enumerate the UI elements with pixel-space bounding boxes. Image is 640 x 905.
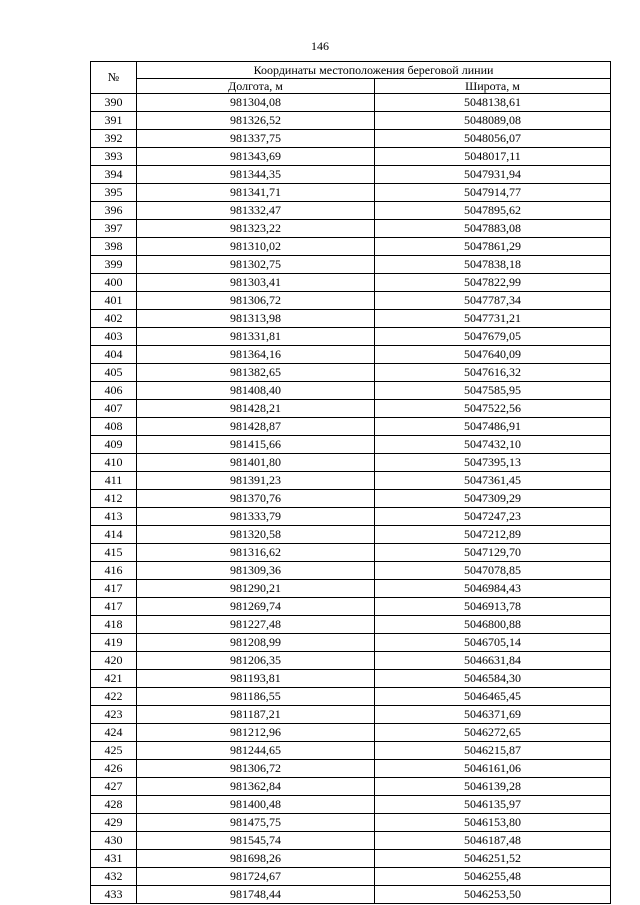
cell-number: 397 xyxy=(91,220,137,238)
table-row xyxy=(91,724,611,742)
cell-number: 413 xyxy=(91,508,137,526)
cell-longitude: 981341,71 xyxy=(137,184,375,202)
table-row xyxy=(91,148,611,166)
cell-number: 420 xyxy=(91,652,137,670)
table-row xyxy=(91,364,611,382)
cell-longitude: 981326,52 xyxy=(137,112,375,130)
table-row xyxy=(91,256,611,274)
table-row xyxy=(91,400,611,418)
cell-latitude: 5046215,87 xyxy=(375,742,611,760)
cell-longitude: 981212,96 xyxy=(137,724,375,742)
cell-latitude: 5047895,62 xyxy=(375,202,611,220)
table-row xyxy=(91,544,611,562)
cell-number: 422 xyxy=(91,688,137,706)
cell-longitude: 981306,72 xyxy=(137,760,375,778)
cell-latitude: 5047212,89 xyxy=(375,526,611,544)
cell-longitude: 981331,81 xyxy=(137,328,375,346)
cell-longitude: 981310,02 xyxy=(137,238,375,256)
table-body xyxy=(91,94,611,904)
table-row xyxy=(91,328,611,346)
cell-number: 393 xyxy=(91,148,137,166)
cell-number: 424 xyxy=(91,724,137,742)
cell-latitude: 5047883,08 xyxy=(375,220,611,238)
cell-longitude: 981206,35 xyxy=(137,652,375,670)
cell-number: 429 xyxy=(91,814,137,832)
table-row xyxy=(91,562,611,580)
cell-number: 423 xyxy=(91,706,137,724)
cell-longitude: 981382,65 xyxy=(137,364,375,382)
table-row xyxy=(91,292,611,310)
cell-longitude: 981370,76 xyxy=(137,490,375,508)
coordinates-table xyxy=(90,61,611,904)
table-row xyxy=(91,454,611,472)
cell-latitude: 5046272,65 xyxy=(375,724,611,742)
cell-longitude: 981428,21 xyxy=(137,400,375,418)
cell-longitude: 981303,41 xyxy=(137,274,375,292)
cell-longitude: 981545,74 xyxy=(137,832,375,850)
cell-number: 400 xyxy=(91,274,137,292)
cell-longitude: 981748,44 xyxy=(137,886,375,904)
cell-latitude: 5046139,28 xyxy=(375,778,611,796)
cell-number: 419 xyxy=(91,634,137,652)
cell-latitude: 5047309,29 xyxy=(375,490,611,508)
table-row xyxy=(91,346,611,364)
cell-latitude: 5047078,85 xyxy=(375,562,611,580)
cell-longitude: 981337,75 xyxy=(137,130,375,148)
cell-latitude: 5047616,32 xyxy=(375,364,611,382)
cell-latitude: 5046465,45 xyxy=(375,688,611,706)
cell-number: 402 xyxy=(91,310,137,328)
cell-latitude: 5047931,94 xyxy=(375,166,611,184)
table-row xyxy=(91,166,611,184)
cell-latitude: 5047432,10 xyxy=(375,436,611,454)
table-row xyxy=(91,616,611,634)
cell-longitude: 981475,75 xyxy=(137,814,375,832)
table-row xyxy=(91,238,611,256)
cell-longitude: 981401,80 xyxy=(137,454,375,472)
cell-longitude: 981698,26 xyxy=(137,850,375,868)
cell-longitude: 981428,87 xyxy=(137,418,375,436)
cell-longitude: 981187,21 xyxy=(137,706,375,724)
cell-number: 430 xyxy=(91,832,137,850)
table-row xyxy=(91,274,611,292)
cell-longitude: 981332,47 xyxy=(137,202,375,220)
table-row xyxy=(91,508,611,526)
cell-latitude: 5047822,99 xyxy=(375,274,611,292)
table-row xyxy=(91,652,611,670)
cell-number: 390 xyxy=(91,94,137,112)
table-row xyxy=(91,310,611,328)
table-row xyxy=(91,418,611,436)
cell-number: 412 xyxy=(91,490,137,508)
cell-number: 399 xyxy=(91,256,137,274)
cell-number: 428 xyxy=(91,796,137,814)
cell-longitude: 981227,48 xyxy=(137,616,375,634)
cell-number: 407 xyxy=(91,400,137,418)
cell-latitude: 5047129,70 xyxy=(375,544,611,562)
cell-latitude: 5047585,95 xyxy=(375,382,611,400)
table-row xyxy=(91,688,611,706)
cell-longitude: 981244,65 xyxy=(137,742,375,760)
cell-number: 409 xyxy=(91,436,137,454)
cell-longitude: 981302,75 xyxy=(137,256,375,274)
cell-number: 404 xyxy=(91,346,137,364)
table-row xyxy=(91,130,611,148)
cell-number: 417 xyxy=(91,598,137,616)
cell-number: 408 xyxy=(91,418,137,436)
cell-latitude: 5047486,91 xyxy=(375,418,611,436)
cell-latitude: 5046251,52 xyxy=(375,850,611,868)
cell-longitude: 981400,48 xyxy=(137,796,375,814)
cell-longitude: 981316,62 xyxy=(137,544,375,562)
cell-longitude: 981323,22 xyxy=(137,220,375,238)
cell-number: 406 xyxy=(91,382,137,400)
cell-longitude: 981313,98 xyxy=(137,310,375,328)
cell-number: 415 xyxy=(91,544,137,562)
cell-latitude: 5046135,97 xyxy=(375,796,611,814)
table-row xyxy=(91,220,611,238)
header-coordinates-group: Координаты местоположения береговой линии xyxy=(137,62,611,79)
cell-longitude: 981193,81 xyxy=(137,670,375,688)
table-row xyxy=(91,436,611,454)
cell-number: 432 xyxy=(91,868,137,886)
cell-number: 391 xyxy=(91,112,137,130)
table-row xyxy=(91,184,611,202)
cell-number: 403 xyxy=(91,328,137,346)
cell-number: 392 xyxy=(91,130,137,148)
cell-latitude: 5047787,34 xyxy=(375,292,611,310)
cell-number: 394 xyxy=(91,166,137,184)
cell-longitude: 981362,84 xyxy=(137,778,375,796)
cell-latitude: 5047640,09 xyxy=(375,346,611,364)
cell-longitude: 981364,16 xyxy=(137,346,375,364)
cell-number: 396 xyxy=(91,202,137,220)
cell-latitude: 5047522,56 xyxy=(375,400,611,418)
cell-latitude: 5046984,43 xyxy=(375,580,611,598)
cell-number: 427 xyxy=(91,778,137,796)
cell-longitude: 981320,58 xyxy=(137,526,375,544)
cell-latitude: 5046153,80 xyxy=(375,814,611,832)
header-latitude: Широта, м xyxy=(375,79,611,94)
table-row xyxy=(91,760,611,778)
cell-number: 411 xyxy=(91,472,137,490)
cell-latitude: 5046253,50 xyxy=(375,886,611,904)
table-row xyxy=(91,382,611,400)
cell-longitude: 981269,74 xyxy=(137,598,375,616)
cell-longitude: 981408,40 xyxy=(137,382,375,400)
cell-latitude: 5047861,29 xyxy=(375,238,611,256)
table-row xyxy=(91,814,611,832)
cell-latitude: 5047838,18 xyxy=(375,256,611,274)
cell-latitude: 5047679,05 xyxy=(375,328,611,346)
cell-number: 398 xyxy=(91,238,137,256)
cell-latitude: 5048056,07 xyxy=(375,130,611,148)
table-row xyxy=(91,526,611,544)
table-row xyxy=(91,868,611,886)
cell-latitude: 5047395,13 xyxy=(375,454,611,472)
cell-latitude: 5046161,06 xyxy=(375,760,611,778)
table-row xyxy=(91,634,611,652)
cell-longitude: 981343,69 xyxy=(137,148,375,166)
cell-longitude: 981415,66 xyxy=(137,436,375,454)
cell-number: 421 xyxy=(91,670,137,688)
cell-latitude: 5046800,88 xyxy=(375,616,611,634)
header-longitude: Долгота, м xyxy=(137,79,375,94)
table-row xyxy=(91,886,611,904)
table-row xyxy=(91,94,611,112)
header-number: № xyxy=(91,62,137,94)
table-row xyxy=(91,598,611,616)
cell-latitude: 5047731,21 xyxy=(375,310,611,328)
cell-number: 395 xyxy=(91,184,137,202)
cell-longitude: 981391,23 xyxy=(137,472,375,490)
cell-latitude: 5046255,48 xyxy=(375,868,611,886)
cell-number: 417 xyxy=(91,580,137,598)
cell-latitude: 5048017,11 xyxy=(375,148,611,166)
table-row xyxy=(91,490,611,508)
cell-latitude: 5047361,45 xyxy=(375,472,611,490)
cell-longitude: 981333,79 xyxy=(137,508,375,526)
table-row xyxy=(91,202,611,220)
cell-longitude: 981724,67 xyxy=(137,868,375,886)
cell-number: 418 xyxy=(91,616,137,634)
table-row xyxy=(91,472,611,490)
table-row xyxy=(91,778,611,796)
cell-number: 433 xyxy=(91,886,137,904)
cell-number: 410 xyxy=(91,454,137,472)
cell-longitude: 981344,35 xyxy=(137,166,375,184)
cell-longitude: 981304,08 xyxy=(137,94,375,112)
table-row xyxy=(91,742,611,760)
cell-latitude: 5046584,30 xyxy=(375,670,611,688)
cell-number: 414 xyxy=(91,526,137,544)
cell-longitude: 981306,72 xyxy=(137,292,375,310)
page-number: 146 xyxy=(311,39,329,53)
table-row xyxy=(91,670,611,688)
cell-latitude: 5046913,78 xyxy=(375,598,611,616)
cell-number: 401 xyxy=(91,292,137,310)
cell-longitude: 981208,99 xyxy=(137,634,375,652)
cell-latitude: 5048138,61 xyxy=(375,94,611,112)
cell-latitude: 5046631,84 xyxy=(375,652,611,670)
cell-number: 416 xyxy=(91,562,137,580)
cell-latitude: 5046187,48 xyxy=(375,832,611,850)
cell-latitude: 5048089,08 xyxy=(375,112,611,130)
table-row xyxy=(91,832,611,850)
cell-latitude: 5047247,23 xyxy=(375,508,611,526)
table-row xyxy=(91,580,611,598)
table-row xyxy=(91,112,611,130)
cell-longitude: 981290,21 xyxy=(137,580,375,598)
cell-number: 405 xyxy=(91,364,137,382)
table-row xyxy=(91,850,611,868)
cell-latitude: 5046371,69 xyxy=(375,706,611,724)
cell-longitude: 981309,36 xyxy=(137,562,375,580)
cell-latitude: 5046705,14 xyxy=(375,634,611,652)
cell-number: 426 xyxy=(91,760,137,778)
cell-number: 425 xyxy=(91,742,137,760)
cell-longitude: 981186,55 xyxy=(137,688,375,706)
cell-latitude: 5047914,77 xyxy=(375,184,611,202)
cell-number: 431 xyxy=(91,850,137,868)
table-row xyxy=(91,706,611,724)
table-row xyxy=(91,796,611,814)
